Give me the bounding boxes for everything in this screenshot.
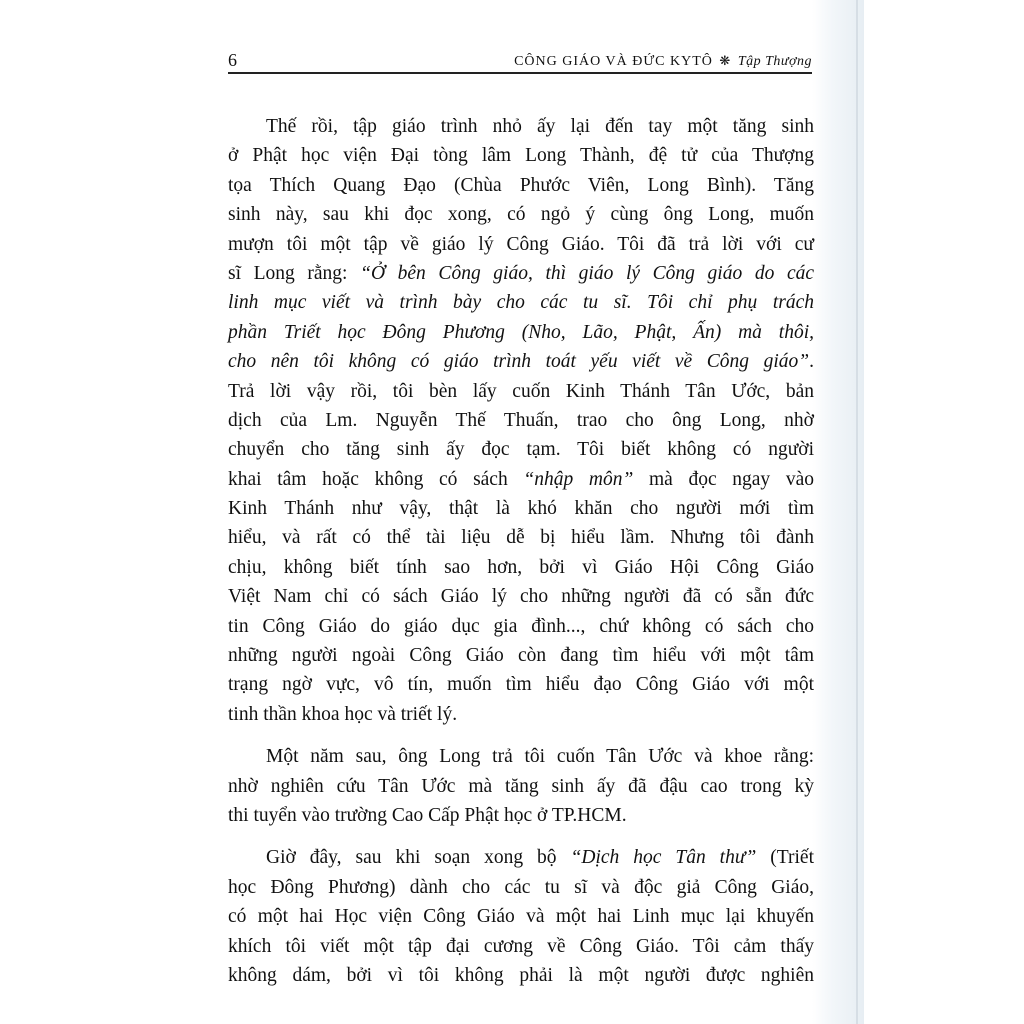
text-line: [228, 200, 814, 229]
text-line: [228, 523, 814, 552]
text-segment: sĩ Long rằng:: [228, 262, 361, 284]
page-number: 6: [228, 50, 237, 70]
paragraph: [228, 112, 814, 729]
text-segment: Thế rồi, tập giáo trình nhỏ ấy lại đến tay một tăng sinh: [266, 116, 814, 137]
text-line: [228, 318, 814, 347]
text-line: [228, 582, 814, 611]
text-line: [228, 612, 814, 641]
text-line: [228, 288, 814, 317]
text-line: [228, 772, 814, 801]
text-line: [228, 843, 814, 872]
text-segment: hiểu, và rất có thể tài liệu dễ bị hiểu lầm. Nhưng tôi đành: [228, 527, 814, 549]
text-line: [228, 230, 814, 259]
text-segment: học Đông Phương) dành cho các tu sĩ và độc giả Công Giáo,: [228, 876, 814, 898]
text-line: [228, 801, 814, 830]
text-segment: Một năm sau, ông Long trả tôi cuốn Tân Ước và khoe rằng:: [266, 746, 814, 768]
text-segment: mượn tôi một tập về giáo lý Công Giáo. Tôi đã trả lời với cư: [228, 233, 814, 255]
text-line: [228, 435, 814, 464]
text-segment: mà đọc ngay vào: [633, 468, 814, 490]
text-line: [228, 961, 814, 990]
text-segment: .: [809, 351, 814, 373]
text-line: [228, 377, 814, 406]
text-segment: khích tôi viết một tập đại cương về Công Giáo. Tôi cảm thấy: [228, 935, 814, 957]
running-header: [228, 50, 812, 74]
text-segment: Trả lời vậy rồi, tôi bèn lấy cuốn Kinh Thánh Tân Ước, bản: [228, 380, 814, 402]
text-line: [228, 902, 814, 931]
paragraph-gap: [228, 729, 814, 742]
italic-quote: cho nên tôi không có giáo trình toát yếu viết về Công giáo”: [228, 351, 810, 373]
text-segment: những người ngoài Công Giáo còn đang tìm hiểu với một tâm: [228, 645, 814, 667]
text-segment: trạng ngờ vực, vô tín, muốn tìm hiểu đạo Công Giáo với một: [228, 674, 814, 696]
text-line: [228, 465, 814, 494]
text-segment: thi tuyển vào trường Cao Cấp Phật học ở TP.HCM.: [228, 804, 627, 826]
italic-quote: phần Triết học Đông Phương (Nho, Lão, Phật, Ấn) mà thôi,: [228, 321, 814, 343]
paragraph: [228, 843, 814, 990]
italic-quote: “nhập môn”: [523, 468, 634, 490]
italic-quote: “Ở bên Công giáo, thì giáo lý Công giáo do các: [360, 262, 815, 284]
text-line: [228, 700, 814, 729]
text-segment: sinh này, sau khi đọc xong, có ngỏ ý cùng ông Long, muốn: [228, 204, 814, 226]
text-segment: Giờ đây, sau khi soạn xong bộ: [266, 847, 571, 869]
text-line: [228, 932, 814, 961]
running-head: [514, 51, 812, 72]
italic-quote: linh mục viết và trình bày cho các tu sĩ. Tôi chỉ phụ trách: [228, 292, 814, 314]
text-line: [228, 873, 814, 902]
text-segment: tin Công Giáo do giáo dục gia đình..., chứ không có sách cho: [228, 615, 814, 637]
text-line: [228, 494, 814, 523]
italic-quote: “Dịch học Tân thư”: [570, 847, 757, 869]
text-line: [228, 641, 814, 670]
text-segment: Việt Nam chỉ có sách Giáo lý cho những người đã có sẵn đức: [228, 586, 814, 608]
text-segment: chuyển cho tăng sinh ấy đọc tạm. Tôi biết không có người: [228, 439, 814, 461]
text-segment: nhờ nghiên cứu Tân Ước mà tăng sinh ấy đã đậu cao trong kỳ: [228, 775, 814, 797]
text-segment: có một hai Học viện Công Giáo và một hai Linh mục lại khuyến: [228, 906, 814, 928]
text-line: [228, 406, 814, 435]
paragraph-gap: [228, 830, 814, 843]
page-edge: [856, 0, 858, 1024]
text-line: [228, 670, 814, 699]
text-segment: Kinh Thánh như vậy, thật là khó khăn cho người mới tìm: [228, 498, 814, 520]
text-segment: dịch của Lm. Nguyễn Thế Thuấn, trao cho ông Long, nhờ: [228, 409, 814, 431]
text-segment: khai tâm hoặc không có sách: [228, 468, 524, 490]
text-line: [228, 112, 814, 141]
body-text: [228, 112, 814, 990]
paragraph: [228, 742, 814, 830]
book-subtitle: Tập Thượng: [737, 54, 812, 69]
text-segment: không dám, bởi vì tôi không phải là một người được nghiên: [228, 964, 814, 986]
book-title: CÔNG GIÁO VÀ ĐỨC KYTÔ: [514, 54, 713, 69]
text-segment: chịu, không biết tính sao hơn, bởi vì Giáo Hội Công Giáo: [228, 556, 814, 578]
text-line: [228, 141, 814, 170]
ornament-separator-icon: ❋: [719, 53, 732, 68]
text-segment: tinh thần khoa học và triết lý.: [228, 703, 458, 725]
text-line: [228, 171, 814, 200]
text-segment: tọa Thích Quang Đạo (Chùa Phước Viên, Long Bình). Tăng: [228, 174, 814, 196]
text-line: [228, 347, 814, 376]
text-line: [228, 553, 814, 582]
text-line: [228, 259, 814, 288]
text-segment: (Triết: [756, 847, 814, 869]
text-line: [228, 742, 814, 771]
text-segment: ở Phật học viện Đại tòng lâm Long Thành, đệ tử của Thượng: [228, 145, 814, 167]
